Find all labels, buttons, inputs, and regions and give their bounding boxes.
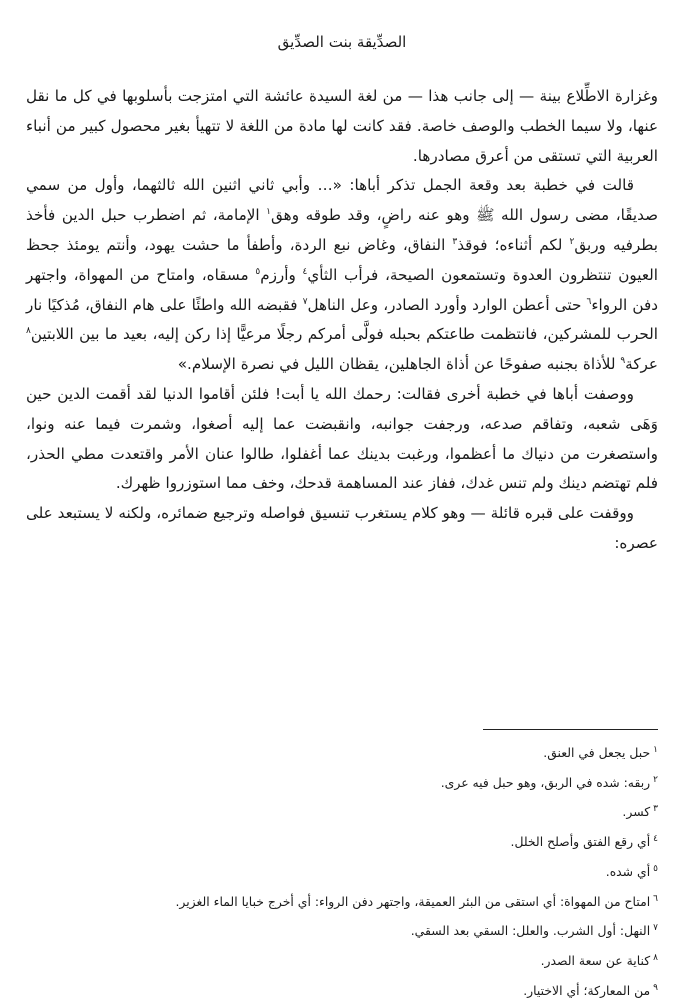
footnote-number: ٣ [653, 804, 658, 815]
footnote-item [26, 856, 658, 886]
footnote-text: النهل: أول الشرب. والعلل: السقي بعد السقي. [410, 923, 651, 939]
paragraph-text: مسقاه، وامتاح من المهواة، واجتهر دفن الرواء [26, 265, 658, 314]
footnote-number: ٩ [653, 982, 658, 993]
footnote-number: ٢ [653, 774, 658, 785]
footnote-marker: ٣ [452, 236, 458, 247]
paragraph [26, 380, 658, 499]
footnote-item [26, 737, 658, 767]
footnotes-list [26, 737, 658, 1004]
footnote-item [26, 915, 658, 945]
footnote-number: ٧ [653, 923, 658, 934]
footnote-item [26, 826, 658, 856]
paragraph-text: للأذاة بجنبه صفوحًا عن أذاة الجاهلين، يقظان الليل في نصرة الإسلام.» [177, 355, 621, 374]
paragraph-text: الإمامة، ثم اضطرب حبل الدين فأخذ بطرفيه وربق [26, 206, 658, 254]
page-header-title: الصدِّيقة بنت الصدِّيق [277, 33, 407, 51]
footnote-marker: ٥ [255, 266, 261, 277]
paragraph-text: عركة [625, 355, 658, 374]
footnote-item [26, 945, 658, 975]
paragraph-text: قالت في خطبة بعد وقعة الجمل تذكر أباها: «… وأبي ثاني اثنين الله ثالثهما، وأول من سمي صديقًا، مضى رسول الله ﷺ وهو عنه راضٍ، وقد طوقه وهق [26, 176, 658, 225]
footnote-text: ربقه: شده في الربق، وهو حبل فيه عرى. [440, 774, 651, 790]
footnote-text: من المعاركة؛ أي الاختيار. [523, 982, 651, 998]
footnote-text: أي رقع الفتق وأصلح الخلل. [510, 834, 651, 850]
footnote-text: حبل يجعل في العنق. [543, 745, 651, 761]
paragraph-text: حتى أعطن الوارد وأورد الصادر، وعل الناهل [307, 295, 587, 314]
paragraph [26, 82, 658, 171]
paragraph-text: النفاق، وغاض نبع الردة، وأطفأ ما حشت يهود، وأنتم يومئذ جحظ العيون تنتظرون العدوة وتستمعون الصيحة، فرأب الثأي [26, 235, 659, 284]
footnote-marker: ٦ [586, 296, 592, 307]
main-text-body [26, 82, 658, 559]
footnote-text: امتاح من المهواة: أي استقى من البئر العميقة، واجتهر دفن الرواء: أي أخرج خبايا الماء الغزير. [175, 893, 651, 909]
paragraph-text: فقبضه الله واطئًا على هام النفاق، مُذكيًا نار الحرب للمشركين، فانتظمت طاعتكم بحبله فولَّى أمركم رجلًا مرعيًّا إذا ركن إليه، بعيد ما بين اللابتين [26, 295, 658, 344]
paragraph-text: لكم أثناءه؛ فوقذ [457, 235, 570, 254]
paragraph-text: ووصفت أباها في خطبة أخرى فقالت: رحمك الله يا أبت! فلئن أقاموا الدنيا لقد أقمت الدين حين وَهَى شعبه، وتفاقم صدعه، ورجفت جوانبه، وانقبضت عما إليه أصغوا، وشمرت فيما عنه ونوا، واستصغرت من دنياك ما أعظموا، ورغبت بدينك عما أغفلوا، طالوا عنان الأمر واقتعدت مطي الحذر، فلم تهتضم دينك ولم تنس غدك، ففاز عند المساهمة قدحك، وخف مما استوزروا ظهرك. [26, 384, 658, 493]
footnote-text: أي شده. [605, 864, 651, 879]
paragraph [26, 171, 658, 380]
footnote-marker: ١ [266, 207, 272, 218]
footnote-item [26, 796, 658, 826]
footnote-number: ٨ [653, 953, 658, 964]
paragraph-text: وغزارة الاطِّلاع بينة — إلى جانب هذا — من لغة السيدة عائشة التي امتزجت بأسلوبها في كل ما نقل عنها، ولا سيما الخطب والوصف خاصة. فقد كانت لها مادة من اللغة لا تتهيأ بغير محصول كبير من أنباء العربية التي تستقى من أعرق مصادرها. [26, 87, 658, 165]
paragraph-text: ووقفت على قبره قائلة — وهو كلام يستغرب تنسيق فواصله وترجيع ضمائره، ولكنه لا يستبعد على عصره: [26, 504, 658, 552]
footnote-number: ٥ [653, 863, 658, 874]
footnote-number: ١ [653, 745, 658, 755]
footnote-number: ٤ [653, 834, 658, 845]
paragraph [26, 499, 658, 559]
footnote-item [26, 767, 658, 797]
paragraph-text: وأرزم [260, 265, 303, 284]
footnote-text: كناية عن سعة الصدر. [540, 953, 651, 969]
footnote-marker: ٤ [302, 266, 308, 277]
footnote-item [26, 886, 658, 916]
footnote-marker: ٨ [26, 326, 31, 337]
footnote-text: كسر. [622, 804, 651, 820]
footnote-marker: ٢ [569, 236, 575, 247]
footnote-divider [483, 729, 658, 730]
footnote-marker: ٧ [302, 296, 308, 307]
footnote-marker: ٩ [620, 356, 626, 367]
footnote-number: ٦ [653, 893, 658, 904]
